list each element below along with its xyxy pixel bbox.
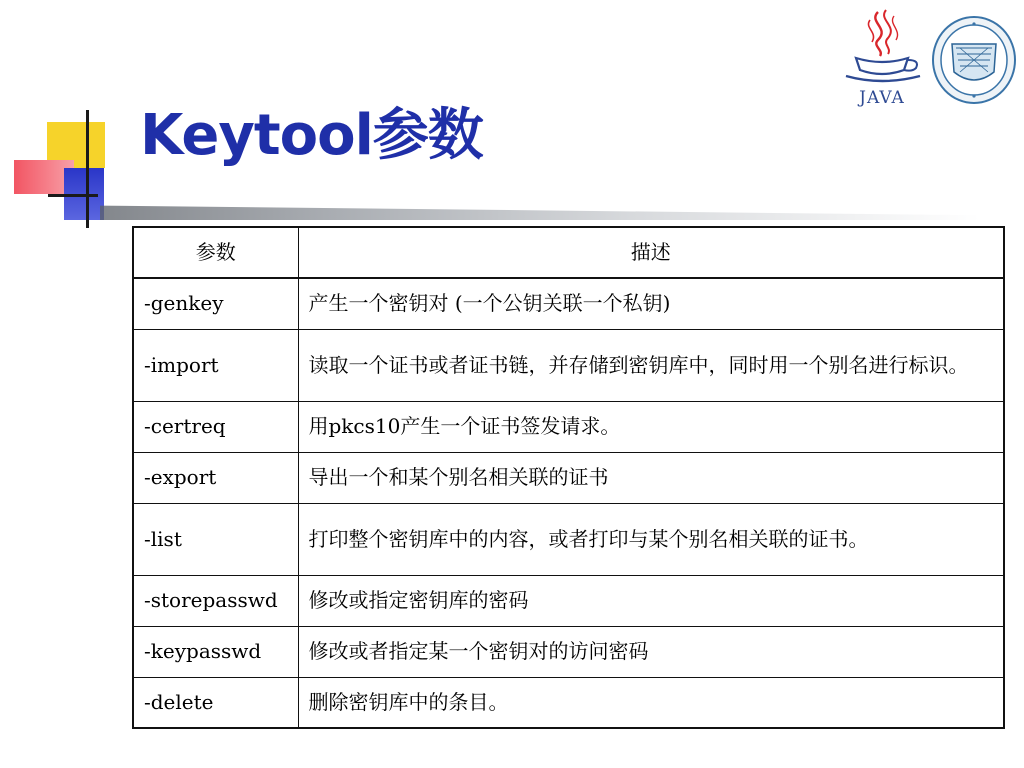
param-cell: -certreq <box>133 401 298 452</box>
column-header-description: 描述 <box>298 227 1004 278</box>
ornament-vertical-line <box>86 110 89 228</box>
table-row <box>133 575 1004 626</box>
param-cell: -import <box>133 329 298 401</box>
table-row <box>133 626 1004 677</box>
description-cell: 导出一个和某个别名相关联的证书 <box>298 452 1004 503</box>
slide-title: Keytool参数 <box>140 103 483 168</box>
param-cell: -genkey <box>133 278 298 329</box>
param-cell: -list <box>133 503 298 575</box>
param-cell: -storepasswd <box>133 575 298 626</box>
param-cell: -delete <box>133 677 298 728</box>
description-cell: 产生一个密钥对 (一个公钥关联一个私钥) <box>298 278 1004 329</box>
table-header-row <box>133 227 1004 278</box>
table-row <box>133 329 1004 401</box>
table-row <box>133 503 1004 575</box>
university-seal-emblem-icon <box>930 14 1018 106</box>
title-underline-rule <box>100 196 980 220</box>
table-row <box>133 278 1004 329</box>
description-cell: 修改或者指定某一个密钥对的访问密码 <box>298 626 1004 677</box>
java-coffee-cup-icon <box>838 6 926 86</box>
table-row <box>133 401 1004 452</box>
java-logo <box>838 6 926 112</box>
description-cell: 删除密钥库中的条目。 <box>298 677 1004 728</box>
table-row <box>133 452 1004 503</box>
university-seal <box>930 14 1018 106</box>
column-header-parameter: 参数 <box>133 227 298 278</box>
java-wordmark: JAVA <box>859 88 905 108</box>
description-cell: 读取一个证书或者证书链，并存储到密钥库中，同时用一个别名进行标识。 <box>298 329 1004 401</box>
param-cell: -keypasswd <box>133 626 298 677</box>
description-cell: 修改或指定密钥库的密码 <box>298 575 1004 626</box>
param-cell: -export <box>133 452 298 503</box>
description-cell: 用pkcs10产生一个证书签发请求。 <box>298 401 1004 452</box>
table-row <box>133 677 1004 728</box>
keytool-parameters-table <box>132 226 1005 729</box>
ornament-horizontal-line <box>48 194 98 197</box>
description-cell: 打印整个密钥库中的内容，或者打印与某个别名相关联的证书。 <box>298 503 1004 575</box>
